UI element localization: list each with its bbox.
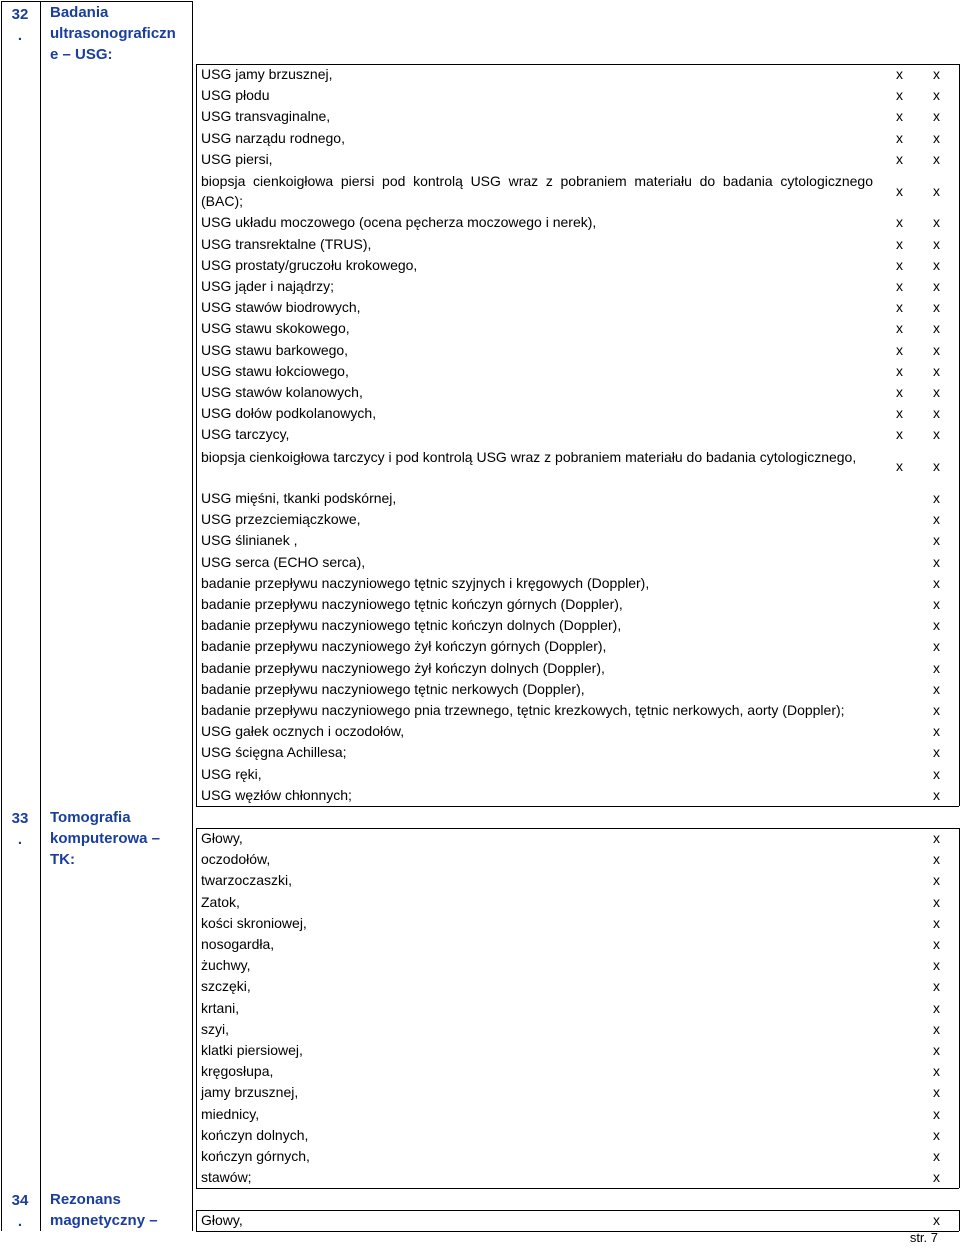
list-item: kości skroniowej, [201, 914, 307, 931]
section-number: 34 . [11, 1192, 29, 1230]
checkmark-x: x [896, 214, 903, 231]
checkmark-x: x [933, 490, 940, 506]
checkmark-x: x [933, 830, 940, 846]
list-item: USG stawu łokciowego, [201, 362, 349, 379]
checkmark-x: x [933, 893, 940, 910]
checkmark-x: x [933, 214, 940, 231]
list-item: kończyn dolnych, [201, 1126, 309, 1143]
checkmark-x: x [933, 66, 940, 82]
checkmark-x: x [896, 150, 903, 167]
checkmark-x: x [933, 341, 940, 358]
list-item: USG serca (ECHO serca), [201, 553, 366, 570]
checkmark-x: x [896, 256, 903, 273]
checkmark-x: x [896, 320, 903, 337]
list-item: biopsja cienkoigłowa tarczycy i pod kontrolą USG wraz z pobraniem materiału do badania cytologicznego, [201, 448, 857, 465]
list-item: oczodołów, [201, 851, 271, 868]
checkmark-x: x [896, 299, 903, 316]
checkmark-x: x [896, 278, 903, 294]
checkmark-x: x [896, 458, 903, 475]
section-title-line: TK: [50, 851, 75, 868]
checkmark-x: x [933, 680, 940, 697]
checkmark-x: x [933, 1042, 940, 1058]
table-rule [196, 64, 197, 806]
checkmark-x: x [933, 659, 940, 676]
table-rule [40, 1, 41, 1231]
checkmark-x: x [896, 362, 903, 379]
checkmark-x: x [896, 405, 903, 422]
table-rule [1, 1, 192, 2]
checkmark-x: x [933, 786, 940, 803]
list-item: szczęki, [201, 978, 251, 995]
checkmark-x: x [933, 426, 940, 443]
list-item: USG układu moczowego (ocena pęcherza moczowego i nerek), [201, 214, 597, 231]
list-item: badanie przepływu naczyniowego tętnic kończyn górnych (Doppler), [201, 596, 623, 612]
list-item: USG stawów biodrowych, [201, 299, 361, 316]
section-number-digits: 34 [11, 1192, 29, 1209]
table-rule [196, 806, 959, 807]
list-item: USG tarczycy, [201, 426, 290, 443]
list-item: klatki piersiowej, [201, 1042, 303, 1058]
checkmark-x: x [933, 458, 940, 475]
checkmark-x: x [933, 150, 940, 167]
list-item: USG transrektalne (TRUS), [201, 235, 372, 252]
list-item: badanie przepływu naczyniowego żył kończyn dolnych (Doppler), [201, 659, 605, 676]
section-number-digits: 33 [11, 810, 29, 827]
checkmark-x: x [933, 235, 940, 252]
checkmark-x: x [896, 426, 903, 443]
section-title-line: komputerowa – [50, 830, 161, 847]
table-rule [196, 1231, 959, 1232]
section-title [50, 807, 190, 870]
checkmark-x: x [896, 108, 903, 125]
section-title-line: ultrasonograficzn [50, 25, 176, 42]
checkmark-x: x [896, 235, 903, 252]
page-number: str. 7 [909, 1230, 938, 1245]
checkmark-x: x [933, 320, 940, 337]
table-rule [196, 828, 959, 829]
list-item: USG ręki, [201, 765, 262, 782]
checkmark-x: x [933, 914, 940, 931]
list-item: badanie przepływu naczyniowego tętnic szyjnych i kręgowych (Doppler), [201, 574, 650, 591]
checkmark-x: x [933, 978, 940, 995]
checkmark-x: x [933, 1148, 940, 1164]
checkmark-x: x [933, 744, 940, 761]
list-item: USG dołów podkolanowych, [201, 405, 377, 422]
checkmark-x: x [933, 1105, 940, 1122]
list-item: USG mięśni, tkanki podskórnej, [201, 490, 397, 506]
list-item: Głowy, [201, 830, 243, 846]
checkmark-x: x [933, 299, 940, 316]
checkmark-x: x [933, 384, 940, 400]
checkmark-x: x [933, 87, 940, 104]
checkmark-x: x [933, 278, 940, 294]
checkmark-x: x [933, 108, 940, 125]
list-item: USG ścięgna Achillesa; [201, 744, 347, 761]
checkmark-x: x [933, 1084, 940, 1101]
list-item: krtani, [201, 999, 240, 1016]
list-item: USG gałek ocznych i oczodołów, [201, 723, 405, 740]
checkmark-x: x [933, 851, 940, 868]
list-item: USG stawu barkowego, [201, 341, 349, 358]
list-item: kończyn górnych, [201, 1148, 310, 1164]
section-title-line: Badania [50, 4, 109, 21]
section-title-line: e – USG: [50, 46, 113, 63]
checkmark-x: x [933, 957, 940, 974]
section-title [50, 2, 190, 65]
list-item: Głowy, [201, 1212, 243, 1228]
checkmark-x: x [933, 1169, 940, 1186]
checkmark-x: x [933, 256, 940, 273]
checkmark-x: x [933, 936, 940, 952]
checkmark-x: x [933, 574, 940, 591]
checkmark-x: x [933, 182, 940, 199]
list-item: żuchwy, [201, 957, 251, 974]
list-item: badanie przepływu naczyniowego tętnic kończyn dolnych (Doppler), [201, 617, 622, 634]
checkmark-x: x [896, 341, 903, 358]
list-item: badanie przepływu naczyniowego żył kończyn górnych (Doppler), [201, 638, 607, 655]
checkmark-x: x [933, 596, 940, 612]
checkmark-x: x [933, 702, 940, 718]
list-item: USG narządu rodnego, [201, 129, 345, 146]
list-item: USG prostaty/gruczołu krokowego, [201, 256, 418, 273]
list-item: twarzoczaszki, [201, 872, 293, 889]
section-title-line: Rezonans [50, 1191, 121, 1208]
checkmark-x: x [933, 638, 940, 655]
table-rule [196, 1188, 959, 1189]
list-item: miednicy, [201, 1105, 260, 1122]
table-rule [196, 1210, 959, 1211]
list-item: jamy brzusznej, [201, 1084, 299, 1101]
list-item: USG stawu skokowego, [201, 320, 350, 337]
list-item: badanie przepływu naczyniowego pnia trzewnego, tętnic krezkowych, tętnic nerkowych, aorty (Doppler); [201, 702, 845, 718]
checkmark-x: x [933, 723, 940, 740]
list-item: USG przezciemiączkowe, [201, 511, 361, 528]
section-number-digits: 32 [11, 6, 29, 23]
checkmark-x: x [896, 182, 903, 199]
table-rule [1, 1, 2, 1231]
table-rule [192, 1, 193, 1231]
checkmark-x: x [896, 129, 903, 146]
list-item: USG piersi, [201, 150, 273, 167]
checkmark-x: x [933, 1020, 940, 1037]
checkmark-x: x [933, 405, 940, 422]
checkmark-x: x [933, 129, 940, 146]
list-item: USG stawów kolanowych, [201, 384, 363, 400]
checkmark-x: x [933, 532, 940, 549]
list-item: USG węzłów chłonnych; [201, 786, 352, 803]
checkmark-x: x [896, 87, 903, 104]
checkmark-x: x [933, 1212, 940, 1228]
checkmark-x: x [933, 511, 940, 528]
list-item: badanie przepływu naczyniowego tętnic nerkowych (Doppler), [201, 680, 585, 697]
checkmark-x: x [933, 1126, 940, 1143]
checkmark-x: x [933, 765, 940, 782]
section-title [50, 1189, 190, 1231]
section-title-line: magnetyczny – [50, 1212, 158, 1229]
checkmark-x: x [933, 999, 940, 1016]
checkmark-x: x [896, 66, 903, 82]
checkmark-x: x [933, 617, 940, 634]
list-item: nosogardła, [201, 936, 275, 952]
list-item: USG jamy brzusznej, [201, 66, 333, 82]
list-item: USG płodu [201, 87, 270, 104]
section-title-line: Tomografia [50, 809, 131, 826]
list-item: szyi, [201, 1020, 229, 1037]
checkmark-x: x [896, 384, 903, 400]
section-number: 32 . [11, 6, 29, 44]
table-rule [196, 828, 197, 1188]
table-rule [196, 1210, 197, 1231]
list-item: USG jąder i najądrzy; [201, 278, 335, 294]
checkmark-x: x [933, 553, 940, 570]
list-item: USG transvaginalne, [201, 108, 331, 125]
list-item: Zatok, [201, 893, 240, 910]
list-item: stawów; [201, 1169, 252, 1186]
section-number: 33 . [11, 810, 29, 848]
list-item: USG ślinianek , [201, 532, 298, 549]
list-item: kręgosłupa, [201, 1063, 274, 1080]
checkmark-x: x [933, 362, 940, 379]
list-item: biopsja cienkoigłowa piersi pod kontrolą USG wraz z pobraniem materiału do badania cytologicznego (BAC); [201, 173, 873, 209]
checkmark-x: x [933, 872, 940, 889]
checkmark-x: x [933, 1063, 940, 1080]
